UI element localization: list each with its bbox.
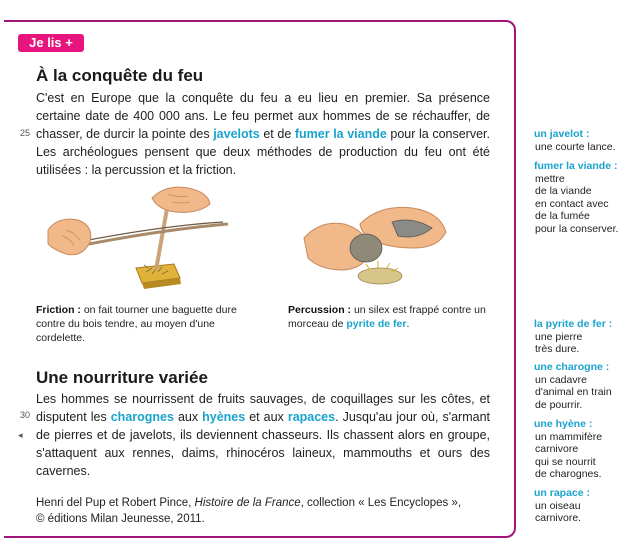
sparks-tinder: [358, 261, 402, 284]
source-after: , collection « Les Encyclopes »,: [300, 497, 462, 509]
keyword-javelots: javelots: [213, 127, 260, 141]
text-run: . Jusqu'au jour où, s'armant de pierres et de javelots, ils deviennent chasseurs. Ils chassent alors en groupe, s'attaquent aux rennes, daims, rhinocéros laineux, mammouths et ours des cavernes.: [36, 410, 490, 478]
paragraph-fire: [36, 89, 490, 179]
glossary-definition-line: une courte lance.: [535, 140, 616, 153]
line-number-30: 30: [20, 410, 31, 420]
source-citation: [36, 495, 506, 527]
percussion-flint-illustration: [300, 198, 450, 290]
paragraph-food: [36, 390, 490, 480]
glossary-definition-line: de la fumée: [535, 210, 590, 222]
keyword-pyrite-de-fer: pyrite de fer: [346, 318, 407, 330]
wood-block: [136, 264, 181, 289]
caption-percussion-end: .: [406, 318, 410, 330]
caption-friction-label: Friction :: [36, 304, 81, 316]
glossary-definition-line: un oiseau: [535, 499, 581, 512]
glossary-term: une hyène :: [534, 418, 593, 430]
glossary-definition-line: un mammifère: [535, 430, 603, 443]
glossary-definition-line: carnivore: [535, 443, 579, 455]
text-run: aux: [173, 410, 203, 424]
text-run: C'est en Europe que la conquête du feu a eu lieu en premier. Sa présence certaine date de 400 000 ans. Le feu permet aux hommes de se réchauffer, de chasser, de durcir la pointe des: [36, 91, 490, 141]
text-run: et de: [259, 127, 295, 141]
text-run: et aux: [245, 410, 288, 424]
caption-percussion-text: un silex est frappé contre un morceau de: [288, 304, 486, 330]
right-hand: [152, 187, 210, 212]
caption-friction-text: on fait tourner une baguette dure contre du bois tendre, au moyen d'une cordelette.: [36, 304, 237, 344]
glossary-rapace: [534, 487, 640, 525]
keyword-rapaces: rapaces: [287, 410, 336, 424]
glossary-definition-line: en contact avec: [535, 197, 609, 210]
source-publisher: © éditions Milan Jeunesse, 2011.: [36, 513, 205, 525]
glossary-definition-line: un cadavre: [535, 373, 587, 386]
text-run: Les hommes se nourrissent de fruits sauvages, de coquillages sur les côtes, et disputent les: [36, 392, 490, 424]
je-lis-badge: Je lis +: [18, 34, 84, 52]
line-number-25: 25: [20, 128, 31, 138]
glossary-charogne: [534, 361, 640, 411]
glossary-fumer-la-viande: [534, 160, 640, 235]
glossary-term: un rapace :: [534, 487, 591, 499]
glossary-definition-line: qui se nourrit: [535, 455, 596, 468]
glossary-term: un javelot :: [534, 128, 590, 140]
glossary-definition-line: mettre: [535, 172, 565, 185]
glossary-term: fumer la viande :: [534, 160, 618, 172]
arrow-marker: ◂: [18, 430, 23, 440]
glossary-definition-line: pour la conserver.: [535, 222, 619, 235]
glossary-definition-line: carnivore.: [535, 512, 582, 524]
section-title-fire: À la conquête du feu: [36, 66, 204, 85]
glossary-definition-line: de la viande: [535, 185, 592, 197]
keyword-charognes: charognes: [110, 410, 174, 424]
glossary-definition-line: d'animal en train: [535, 386, 612, 398]
glossary-term: la pyrite de fer :: [534, 318, 613, 330]
keyword-fumer-la-viande: fumer la viande: [294, 127, 387, 141]
caption-percussion: [288, 303, 493, 331]
glossary-term: une charogne :: [534, 361, 610, 373]
source-before: Henri del Pup et Robert Pince,: [36, 497, 195, 509]
glossary-definition-line: de charognes.: [535, 468, 602, 480]
friction-fire-bow-illustration: [48, 186, 258, 296]
text-run: pour la conserver. Les archéologues pensent que deux méthodes de production du feu ont été utilisées : la percussion et la friction.: [36, 127, 490, 177]
glossary-definition-line: de pourrir.: [535, 398, 583, 411]
glossary-hyene: [534, 418, 640, 481]
caption-friction: [36, 303, 256, 345]
section-title-food: Une nourriture variée: [36, 368, 208, 387]
source-book-title: Histoire de la France: [194, 497, 301, 509]
keyword-hyènes: hyènes: [202, 410, 246, 424]
bow: [68, 224, 228, 248]
glossary-definition-line: une pierre: [535, 330, 583, 343]
glossary-definition-line: très dure.: [535, 343, 580, 355]
left-hand: [48, 219, 91, 255]
glossary-javelot: [534, 128, 640, 153]
glossary-pyrite-de-fer: [534, 318, 640, 356]
caption-percussion-label: Percussion :: [288, 304, 352, 316]
